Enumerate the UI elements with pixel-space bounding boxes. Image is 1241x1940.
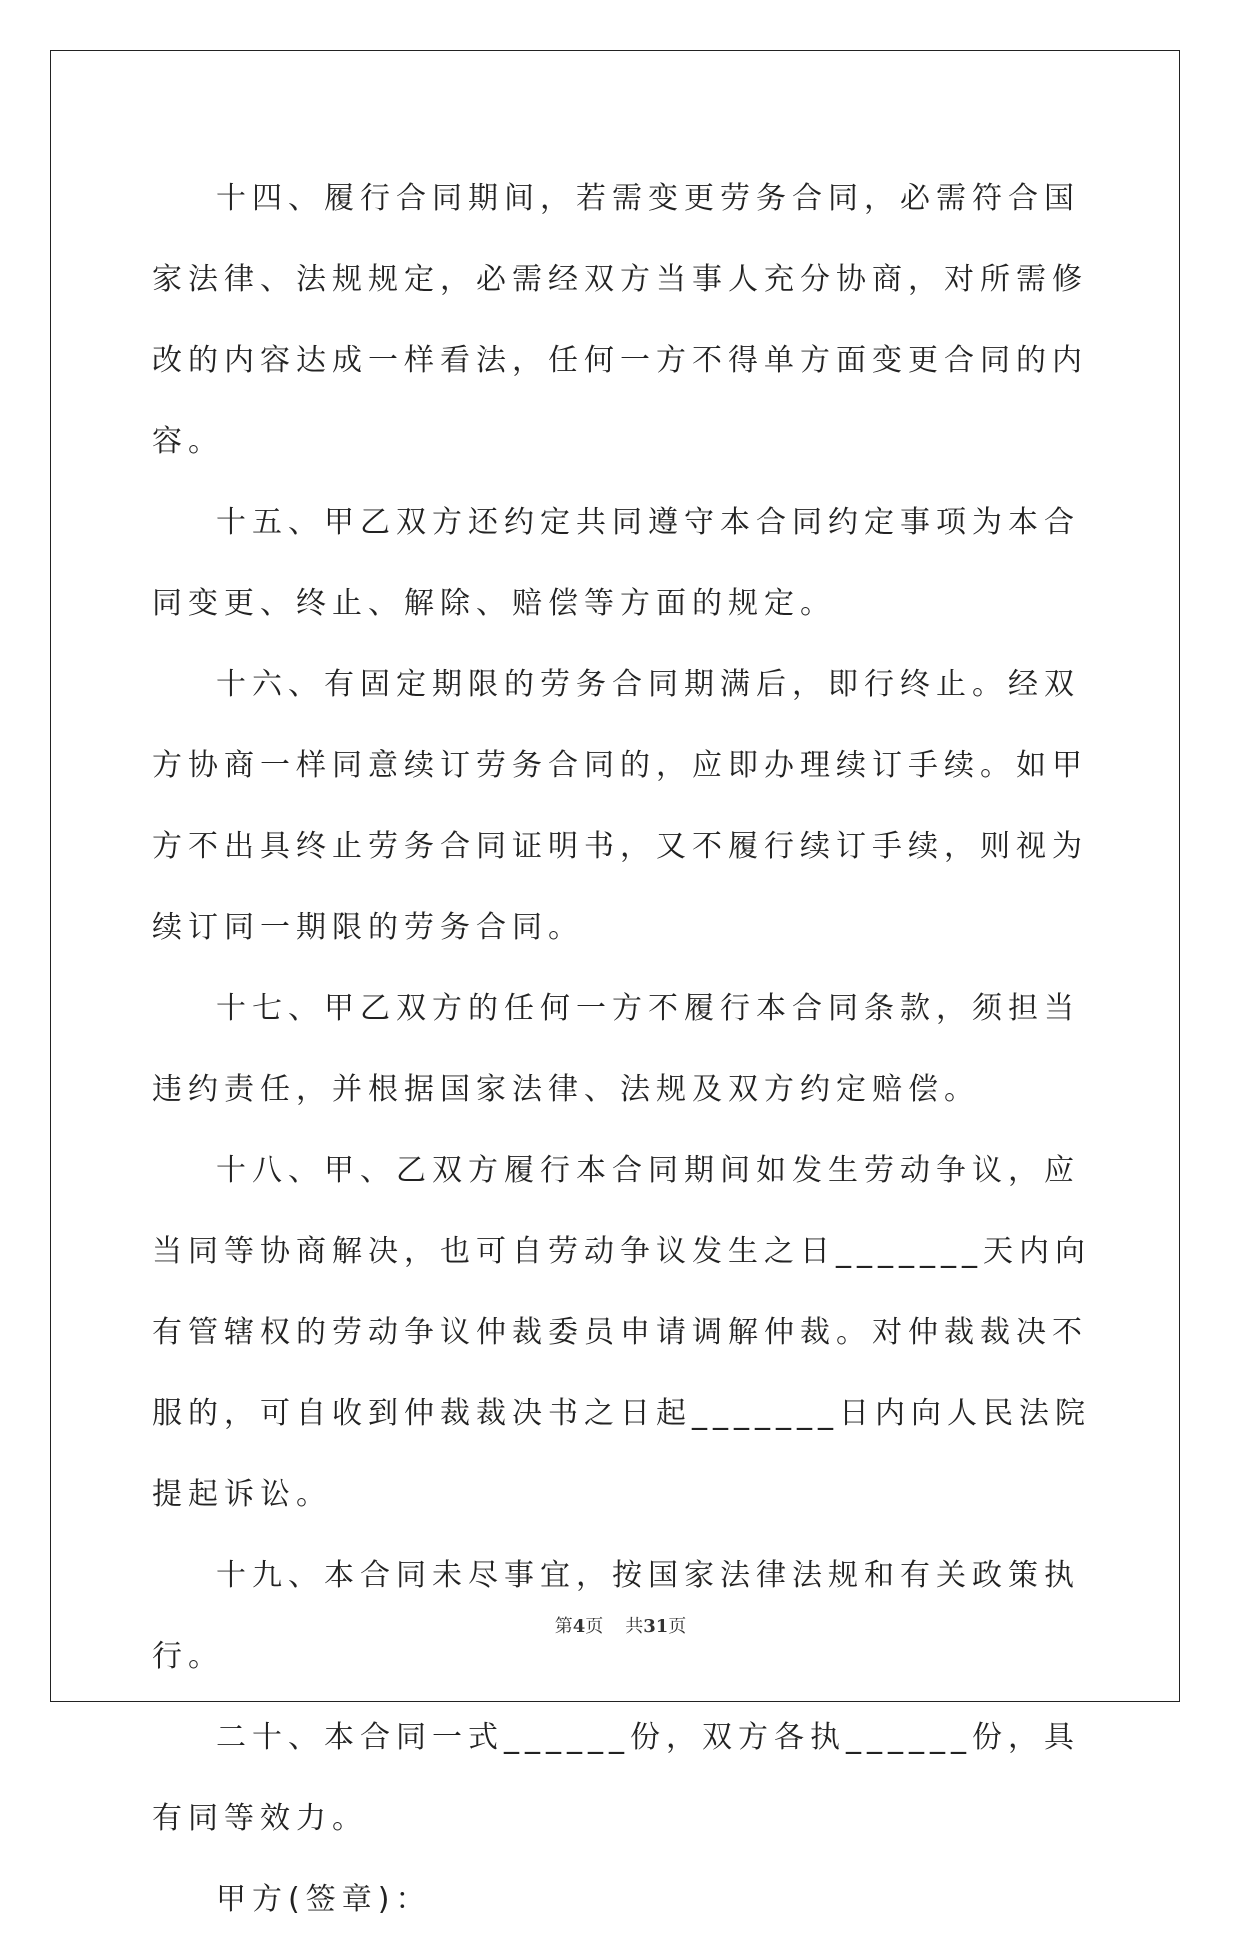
clause-16: 十六、有固定期限的劳务合同期满后，即行终止。经双方协商一样同意续订劳务合同的，应即办理续订手续。如甲方不出具终止劳务合同证明书，又不履行续订手续，则视为续订同一期限的劳务合同。: [152, 667, 1088, 945]
clause-18: 十八、甲、乙双方履行本合同期间如发生劳动争议，应当同等协商解决，也可自劳动争议发生之日_______天内向有管辖权的劳动争议仲裁委员申请调解仲裁。对仲裁裁决不服的，可自收到仲裁裁决书之日起_______日内向人民法院提起诉讼。: [152, 1153, 1091, 1512]
clause-14: 十四、履行合同期间，若需变更劳务合同，必需符合国家法律、法规规定，必需经双方当事人充分协商，对所需修改的内容达成一样看法，任何一方不得单方面变更合同的内容。: [152, 181, 1088, 459]
clause-19: 十九、本合同未尽事宜，按国家法律法规和有关政策执行。: [152, 1558, 1080, 1674]
document-body: [152, 158, 1092, 1940]
current-page-number: 4: [572, 1616, 586, 1637]
clause-20: 二十、本合同一式______份，双方各执______份，具有同等效力。: [152, 1720, 1080, 1836]
footer-total-suffix: 页: [668, 1616, 687, 1637]
footer-prefix: 第: [554, 1616, 573, 1637]
footer-page-suffix: 页: [585, 1616, 604, 1637]
page-footer: [0, 1612, 1241, 1638]
clause-15: 十五、甲乙双方还约定共同遵守本合同约定事项为本合同变更、终止、解除、赔偿等方面的规定。: [152, 505, 1080, 621]
total-page-number: 31: [643, 1616, 669, 1637]
party-a-signature: 甲方(签章)：: [216, 1882, 432, 1917]
footer-total-prefix: 共: [625, 1616, 644, 1637]
clause-17: 十七、甲乙双方的任何一方不履行本合同条款，须担当违约责任，并根据国家法律、法规及双方约定赔偿。: [152, 991, 1080, 1107]
